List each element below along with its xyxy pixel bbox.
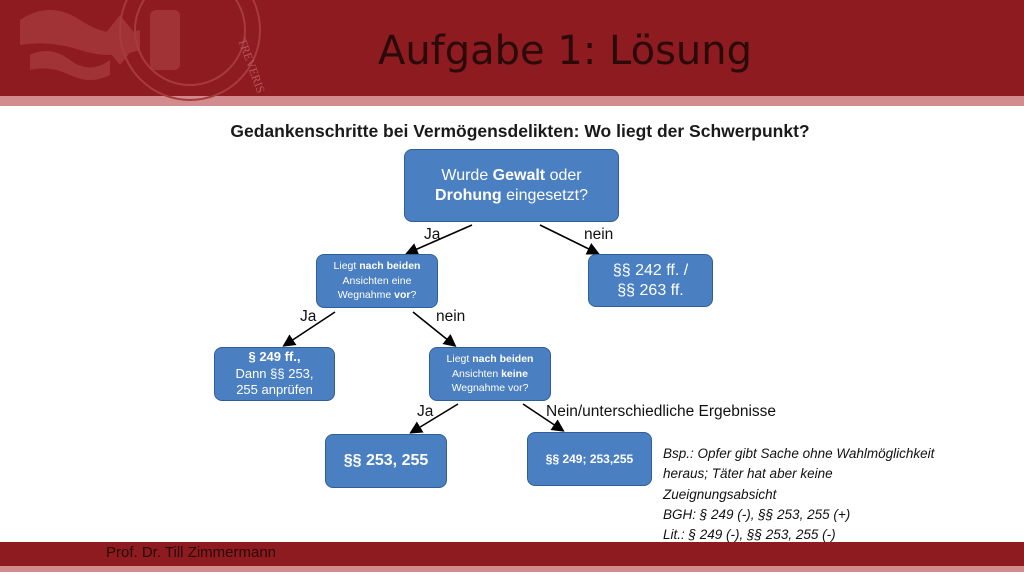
- label-nein-1: nein: [584, 226, 614, 243]
- label-ja-2: Ja: [300, 308, 317, 325]
- example-note: Bsp.: Opfer gibt Sache ohne Wahlmöglichkeit heraus; Täter hat aber keine Zueignungsabsicht BGH: § 249 (-), §§ 253, 255 (+) Lit.: § 249 (-), §§ 253, 255 (-): [663, 446, 935, 542]
- label-nein-3: Nein/unterschiedliche Ergebnisse: [546, 403, 777, 420]
- label-ja-1: Ja: [424, 226, 441, 243]
- footer-author: Prof. Dr. Till Zimmermann: [106, 544, 277, 561]
- diagram-subtitle: Gedankenschritte bei Vermögensdelikten: Wo liegt der Schwerpunkt?: [230, 121, 810, 141]
- slide-title: Aufgabe 1: Lösung: [377, 28, 753, 74]
- question-keine-wegnahme-box: Liegt nach beiden Ansichten keine Wegnahme vor?: [429, 347, 551, 401]
- svg-text:TREVERIS: TREVERIS: [235, 36, 268, 95]
- result-249-box: § 249 ff., Dann §§ 253, 255 anprüfen: [214, 347, 335, 401]
- label-nein-2: nein: [436, 308, 466, 325]
- question-wegnahme-box: Liegt nach beiden Ansichten eine Wegnahme vor?: [316, 254, 438, 308]
- label-ja-3: Ja: [417, 403, 434, 420]
- question-gewalt-box: Wurde Gewalt oder Drohung eingesetzt?: [404, 149, 619, 222]
- result-242-263-box: §§ 242 ff. / §§ 263 ff.: [588, 254, 713, 307]
- footer-stripe: [0, 566, 1024, 572]
- result-253-255-box: §§ 253, 255: [325, 434, 447, 488]
- result-249-253-box: §§ 249; 253,255: [527, 432, 652, 486]
